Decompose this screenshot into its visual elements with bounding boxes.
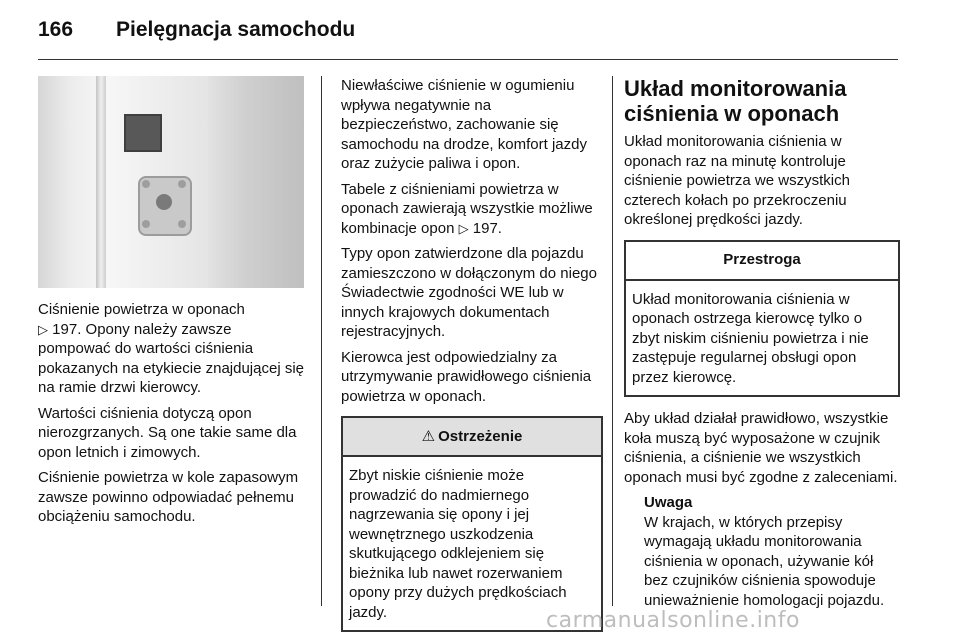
paragraph-cold-tires: Wartości ciśnienia dotyczą opon nierozgrzanych. Są one takie same dla opon letnich i zimowych. xyxy=(38,404,297,461)
caution-title: Przestroga xyxy=(723,251,801,269)
watermark: carmanualsonline.info xyxy=(546,608,800,633)
door-frame-photo xyxy=(38,76,304,288)
caution-box xyxy=(624,240,900,398)
column-3 xyxy=(624,76,900,610)
page-reference-icon: ▷ xyxy=(458,220,469,236)
paragraph-driver-responsibility: Kierowca jest odpowiedzialny za utrzymywanie prawidłowego ciśnienia powietrza w oponach. xyxy=(341,348,592,405)
section-title: Układ monitorowania ciśnienia w oponach xyxy=(624,76,847,126)
note xyxy=(644,493,900,610)
header-rule xyxy=(38,59,898,60)
paragraph-tire-pressure: Ciśnienie powietrza w oponach ▷ 197. Opony należy zawsze pompować do wartości ciśnienia pokazanych na etykiecie znajdującej się na ramie drzwi kierowcy. xyxy=(38,301,304,396)
column-divider-right xyxy=(612,76,613,606)
paragraph-pressure-tables: Tabele z ciśnieniami powietrza w oponach zawierają wszystkie możliwe kombinacje opon ▷ 197. xyxy=(341,180,593,237)
warning-body: Zbyt niskie ciśnienie może prowadzić do nadmiernego nagrzewania się opony i jej wewnętrznego uszkodzenia skutkującego odklejeniem się bieżnika lub nawet rozerwaniem opony przy dużych prędkościach jazdy. xyxy=(349,467,567,621)
warning-box xyxy=(341,416,603,632)
page-reference-link: 197. xyxy=(472,219,502,237)
paragraph-approved-tires: Typy opon zatwierdzone dla pojazdu zamieszczono w dołączonym do niego Świadectwie zgodności WE lub w innych krajowych dokumentach rejestracyjnych. xyxy=(341,245,597,340)
paragraph-system-intro: Układ monitorowania ciśnienia w oponach raz na minutę kontroluje ciśnienie powietrza we wszystkich czterech kołach po przekroczeniu określonej prędkości jazdy. xyxy=(624,133,850,228)
column-1 xyxy=(38,300,304,533)
caution-header xyxy=(626,242,898,281)
paragraph-spare-wheel: Ciśnienie powietrza w kole zapasowym zawsze powinno odpowiadać pełnemu obciążeniu samochodu. xyxy=(38,469,299,525)
column-2 xyxy=(341,76,603,642)
note-body: W krajach, w których przepisy wymagają układu monitorowania ciśnienia w oponach, używanie kół bez czujników ciśnienia spowoduje unieważnienie homologacji pojazdu. xyxy=(644,513,885,609)
warning-title: Ostrzeżenie xyxy=(438,427,523,445)
note-title: Uwaga xyxy=(644,494,693,511)
warning-triangle-icon: ⚠ xyxy=(421,427,436,445)
page-number: 166 xyxy=(38,18,74,41)
page-reference-link: 197. Opony należy zawsze pompować do wartości ciśnienia pokazanych na etykiecie znajdującej się na ramie drzwi kierowcy. xyxy=(38,320,304,396)
tire-pressure-label-plate xyxy=(124,114,162,152)
page-header xyxy=(38,12,355,48)
warning-header xyxy=(343,418,601,457)
chapter-title: Pielęgnacja samochodu xyxy=(116,18,356,41)
paragraph-sensors: Aby układ działał prawidłowo, wszystkie koła muszą być wyposażone w czujnik ciśnienia, a ciśnienie we wszystkich oponach musi być zgodne z zaleceniami. xyxy=(624,410,898,486)
column-divider-left xyxy=(321,76,322,606)
page-reference-icon: ▷ xyxy=(38,321,48,337)
paragraph-incorrect-pressure: Niewłaściwe ciśnienie w ogumieniu wpływa negatywnie na bezpieczeństwo, zachowanie się samochodu na drodze, komfort jazdy oraz zużycie paliwa i opon. xyxy=(341,77,587,172)
caution-body: Układ monitorowania ciśnienia w oponach ostrzega kierowcę tylko o zbyt niskim ciśnieniu powietrza i nie zastępuje regularnej obsługi opon przez kierowcę. xyxy=(632,290,869,386)
